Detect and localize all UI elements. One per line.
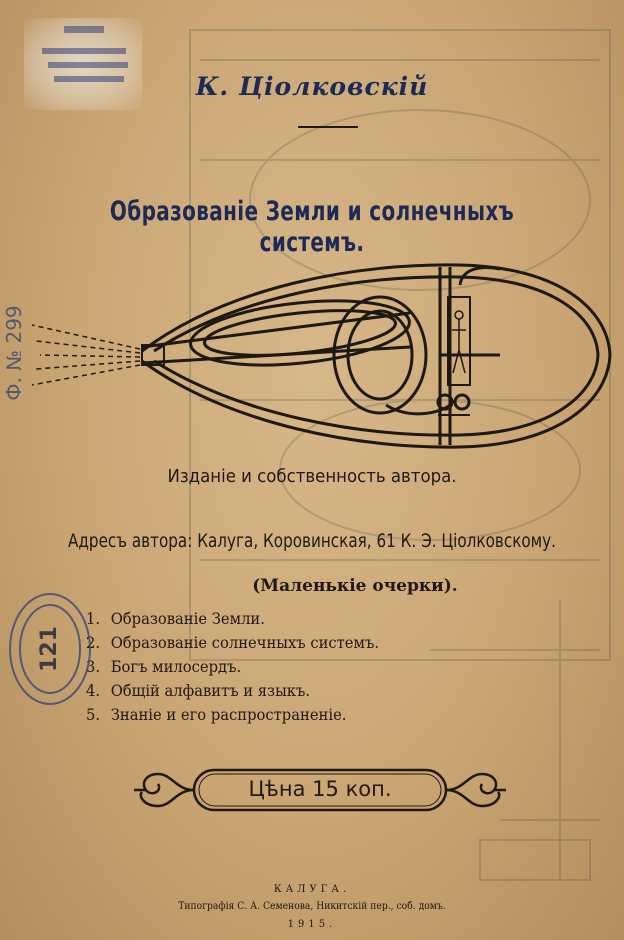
list-item-number: 4.	[86, 682, 101, 700]
price-label: Цѣна 15 коп.	[248, 777, 392, 801]
shelfmark-text: Ф. № 299	[4, 305, 26, 401]
list-item-label: Богъ милосердъ.	[110, 658, 242, 676]
series-list	[86, 607, 394, 727]
series-title: (Маленькіе очерки).	[252, 576, 458, 596]
list-item	[86, 703, 379, 727]
stamp-number: 121	[37, 626, 62, 672]
list-item-label: Общій алфавитъ и языкъ.	[110, 682, 311, 700]
author-address: Адресъ автора: Калуга, Коровинская, 61 К. Э. Ціолковскому.	[68, 530, 556, 552]
edition-note: Изданіе и собственность автора.	[167, 466, 457, 487]
list-item-number: 3.	[86, 658, 101, 676]
list-item-number: 1.	[86, 610, 101, 628]
list-item	[86, 655, 379, 679]
rocket-ship-illustration	[30, 255, 620, 455]
imprint-city: КАЛУГА.	[273, 884, 351, 895]
list-item-number: 2.	[86, 634, 101, 652]
author-name: К. Ціолковскій	[195, 72, 429, 101]
book-title: Образованіе Земли и солнечныхъ системъ.	[109, 196, 515, 258]
imprint-year: 1915.	[287, 919, 337, 930]
list-item-label: Образованіе солнечныхъ системъ.	[110, 634, 380, 652]
title-rule	[298, 126, 358, 128]
list-item-label: Образованіе Земли.	[110, 610, 265, 628]
list-item-number: 5.	[86, 706, 101, 724]
imprint-printer: Типографія С. А. Семенова, Никитскій пер., соб. домъ.	[178, 901, 446, 912]
list-item	[86, 607, 379, 631]
list-item-label: Знаніе и его распространеніе.	[110, 706, 347, 724]
list-item	[86, 679, 379, 703]
list-item	[86, 631, 379, 655]
library-stamp-oval	[4, 588, 96, 710]
